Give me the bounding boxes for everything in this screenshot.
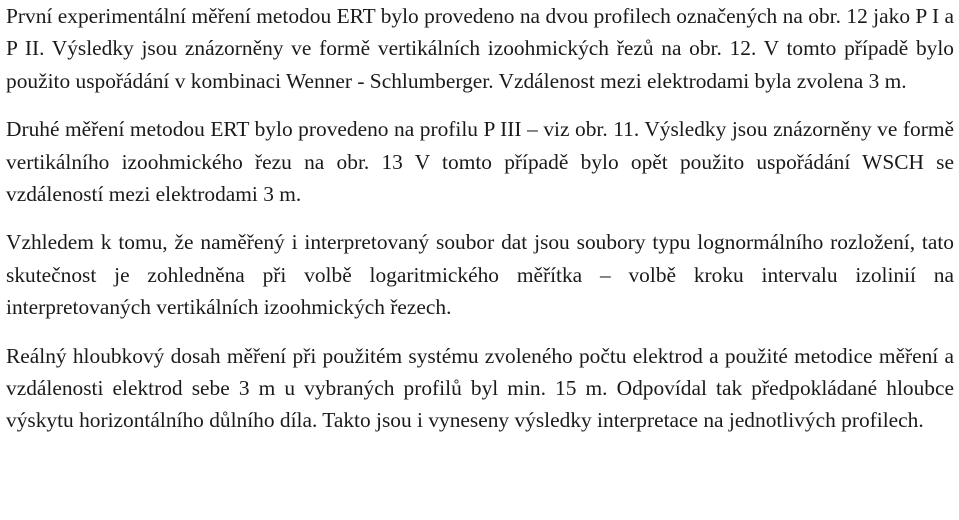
- paragraph-ert-second-measurement: Druhé měření metodou ERT bylo provedeno na profilu P III – viz obr. 11. Výsledky jsou znázorněny ve formě vertikálního izoohmického řezu na obr. 13 V tomto případě bylo opět použito uspořádání WSCH se vzdáleností mezi elektrodami 3 m.: [6, 117, 954, 207]
- paragraph-ert-first-measurement: První experimentální měření metodou ERT bylo provedeno na dvou profilech označených na obr. 12 jako P I a P II. Výsledky jsou znázorněny ve formě vertikálních izoohmických řezů na obr. 12. V tomto případě bylo použito uspořádání v kombinaci Wenner - Schlumberger. Vzdálenost mezi elektrodami byla zvolena 3 m.: [6, 4, 954, 93]
- document-body: [6, 0, 954, 437]
- paragraph-lognormal-scale: Vzhledem k tomu, že naměřený i interpretovaný soubor dat jsou soubory typu lognormálního rozložení, tato skutečnost je zohledněna při volbě logaritmického měřítka – volbě kroku intervalu izolinií na interpretovaných vertikálních izoohmických řezech.: [6, 230, 954, 320]
- paragraph-depth-range: Reálný hloubkový dosah měření při použitém systému zvoleného počtu elektrod a použité metodice měření a vzdálenosti elektrod sebe 3 m u vybraných profilů byl min. 15 m. Odpovídal tak předpokládané hloubce výskytu horizontálního důlního díla. Takto jsou i vyneseny výsledky interpretace na jednotlivých profilech.: [6, 343, 954, 433]
